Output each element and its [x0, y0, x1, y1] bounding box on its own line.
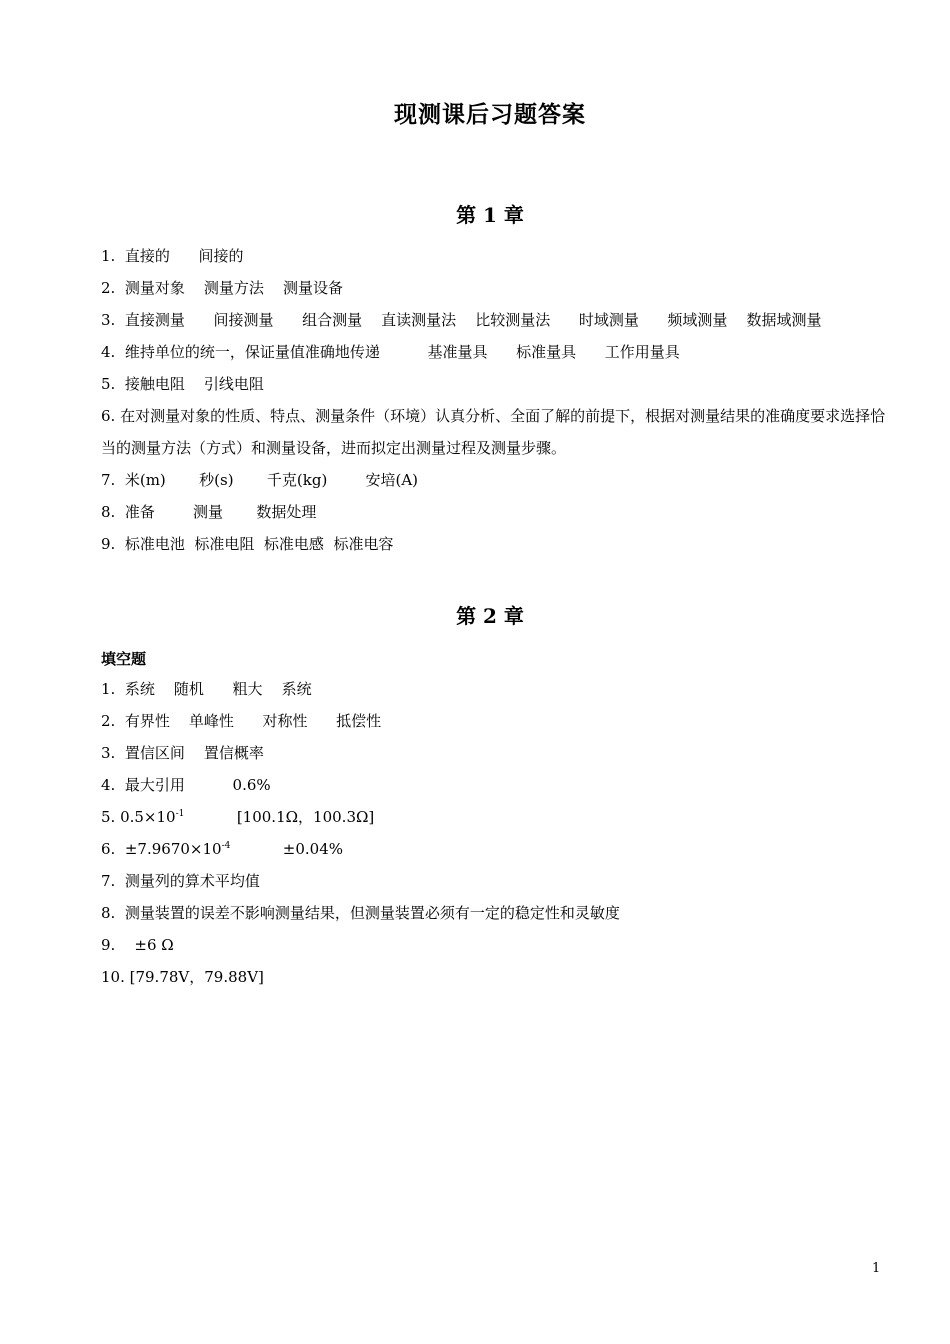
chapter-2-heading: 第 2 章 — [456, 604, 524, 628]
chapter-1-answer-2: 2. 测量对象 测量方法 测量设备 — [101, 279, 343, 297]
chapter-2-answer-2: 2. 有界性 单峰性 对称性 抵偿性 — [101, 712, 382, 730]
chapter-2-answer-9: 9. ±6 Ω — [101, 936, 174, 954]
answer-6-mantissa: 6. ±7.9670×10 — [101, 840, 222, 858]
chapter-1-answer-1: 1. 直接的 间接的 — [101, 247, 244, 265]
chapter-2-answer-5 — [101, 801, 891, 833]
chapter-2-answer-7: 7. 测量列的算术平均值 — [101, 872, 260, 890]
chapter-1-answer-7: 7. 米(m) 秒(s) 千克(kg) 安培(A) — [101, 471, 419, 489]
chapter-2-answer-1: 1. 系统 随机 粗大 系统 — [101, 680, 312, 698]
chapter-2-answer-3: 3. 置信区间 置信概率 — [101, 744, 264, 762]
chapter-1-answer-4: 4. 维持单位的统一，保证量值准确地传递 基准量具 标准量具 工作用量具 — [101, 343, 680, 361]
chapter-1-answer-list — [101, 240, 891, 560]
answer-5-exponent: -1 — [175, 809, 185, 819]
chapter-2-answer-8: 8. 测量装置的误差不影响测量结果，但测量装置必须有一定的稳定性和灵敏度 — [101, 904, 620, 922]
answer-6-percent: ±0.04% — [230, 840, 344, 858]
answer-6-exponent: -4 — [221, 841, 231, 851]
fill-in-blank-section-label: 填空题 — [101, 650, 147, 668]
chapter-1-heading: 第 1 章 — [456, 203, 524, 227]
document-title: 现测课后习题答案 — [394, 101, 586, 128]
chapter-1-answer-8: 8. 准备 测量 数据处理 — [101, 503, 317, 521]
chapter-2-answer-10: 10. [79.78V，79.88V] — [101, 968, 264, 986]
chapter-2-answer-4: 4. 最大引用 0.6% — [101, 776, 271, 794]
chapter-1-answer-9: 9. 标准电池 标准电阻 标准电感 标准电容 — [101, 535, 394, 553]
chapter-2-answer-6 — [101, 833, 891, 865]
chapter-1-answer-6: 6. 在对测量对象的性质、特点、测量条件（环境）认真分析、全面了解的前提下，根据对测量结果的准确度要求选择恰当的测量方法（方式）和测量设备，进而拟定出测量过程及测量步骤。 — [101, 407, 886, 457]
answer-5-interval: [100.1Ω，100.3Ω] — [184, 808, 375, 826]
chapter-1-answer-5: 5. 接触电阻 引线电阻 — [101, 375, 264, 393]
page-number: 1 — [872, 1261, 881, 1276]
chapter-2-answer-list — [101, 673, 891, 993]
answer-5-mantissa: 5. 0.5×10 — [101, 808, 176, 826]
chapter-1-answer-3: 3. 直接测量 间接测量 组合测量 直读测量法 比较测量法 时域测量 频域测量 数据域测量 — [101, 311, 822, 329]
